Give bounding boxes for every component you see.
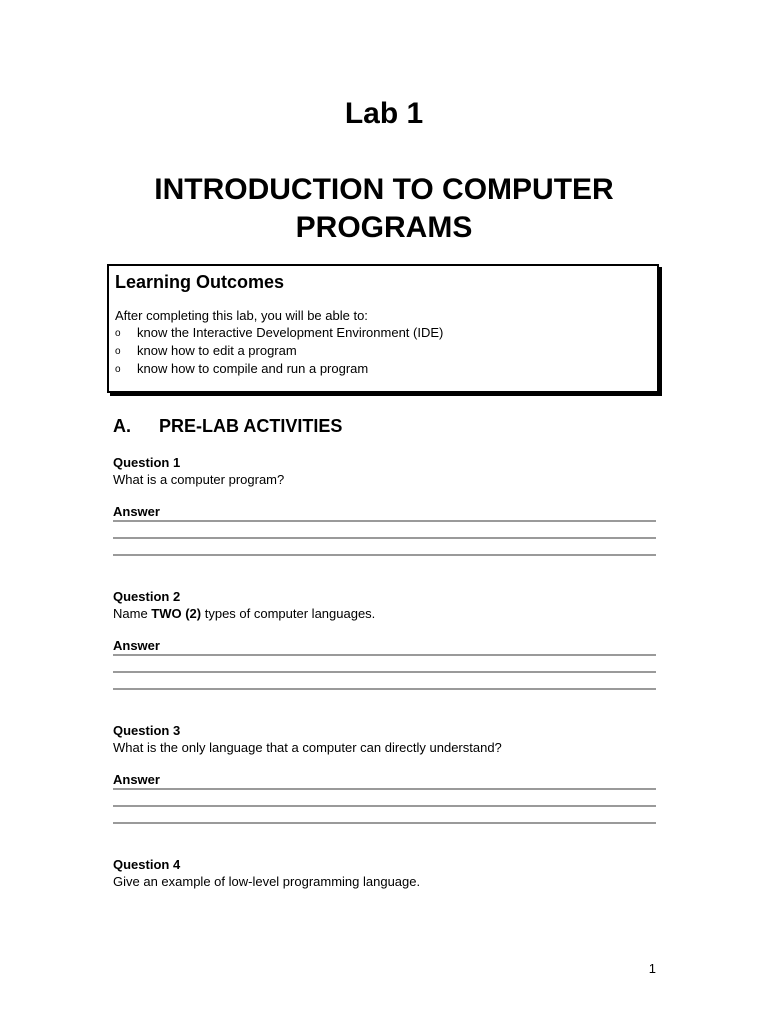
lab-title: Lab 1 [344, 97, 424, 130]
question-text-end: types of computer languages. [201, 606, 376, 621]
question-block [113, 455, 656, 556]
question-text: What is a computer program? [113, 472, 285, 487]
bullet-icon: o [115, 328, 121, 339]
learning-outcomes-intro: After completing this lab, you will be able to: [115, 308, 368, 323]
document-title-line-1: INTRODUCTION TO COMPUTER [154, 173, 614, 206]
answer-line [113, 537, 656, 539]
answer-line [113, 822, 656, 824]
answer-line [113, 688, 656, 690]
question-text-emphasis: TWO (2) [151, 606, 202, 621]
question-text-start: Name [113, 606, 152, 621]
answer-line [113, 520, 656, 522]
answer-label: Answer [113, 638, 160, 653]
question-text: Give an example of low-level programming language. [113, 874, 421, 889]
question-block [113, 723, 656, 824]
document-title [0, 171, 768, 247]
section-number: A. [113, 416, 131, 436]
learning-outcome-text: know how to edit a program [137, 343, 297, 358]
learning-outcomes-box [107, 264, 659, 393]
answer-line [113, 788, 656, 790]
bullet-icon: o [115, 346, 121, 357]
document-title-line-2: PROGRAMS [295, 211, 473, 244]
page-number: 1 [648, 961, 656, 976]
question-text [113, 605, 656, 622]
learning-outcome-item [115, 360, 651, 378]
question-block [113, 589, 656, 690]
question-block [113, 857, 656, 890]
question-label: Question 2 [113, 589, 181, 604]
bullet-icon: o [115, 364, 121, 375]
answer-line [113, 554, 656, 556]
question-text: What is the only language that a computer can directly understand? [113, 740, 502, 755]
question-label: Question 1 [113, 455, 181, 470]
section-heading [113, 414, 342, 438]
learning-outcome-text: know the Interactive Development Environment (IDE) [137, 325, 444, 340]
learning-outcomes-list [115, 324, 651, 378]
section-title: PRE-LAB ACTIVITIES [159, 416, 343, 436]
answer-line [113, 654, 656, 656]
question-label: Question 3 [113, 723, 181, 738]
answer-label: Answer [113, 772, 160, 787]
question-label: Question 4 [113, 857, 181, 872]
answer-label: Answer [113, 504, 160, 519]
answer-line [113, 805, 656, 807]
answer-line [113, 671, 656, 673]
learning-outcomes-heading: Learning Outcomes [115, 272, 285, 292]
learning-outcome-item [115, 324, 651, 342]
learning-outcome-text: know how to compile and run a program [137, 361, 369, 376]
learning-outcome-item [115, 342, 651, 360]
